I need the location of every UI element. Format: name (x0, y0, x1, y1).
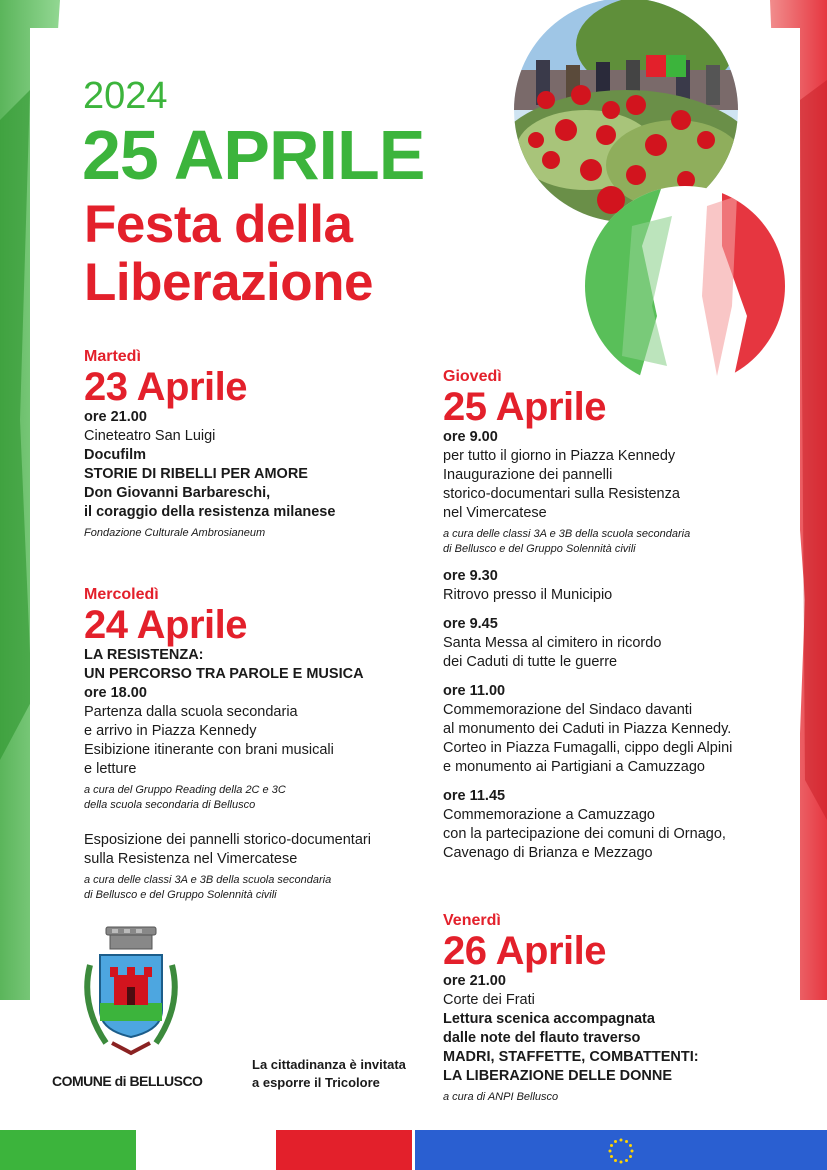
bar-green (0, 1130, 136, 1170)
event-time: ore 18.00 (84, 685, 147, 701)
event-desc: con la partecipazione dei comuni di Ornago, (443, 826, 726, 842)
event-credit: a cura di ANPI Bellusco (443, 1091, 559, 1103)
event-type: Docufilm (84, 447, 147, 463)
event-24-april (84, 586, 371, 903)
expo-credit: di Bellusco e del Gruppo Solennità civili (84, 889, 277, 901)
day-date: 23 Aprile (84, 365, 247, 409)
event-title: LA LIBERAZIONE DELLE DONNE (443, 1068, 673, 1084)
eu-stars-icon (606, 1136, 636, 1166)
event-desc: per tutto il giorno in Piazza Kennedy (443, 448, 676, 464)
event-venue: Cineteatro San Luigi (84, 428, 216, 444)
invite-line-1: La cittadinanza è invitata (252, 1057, 406, 1072)
event-26-april (443, 912, 699, 1105)
day-date: 26 Aprile (443, 929, 606, 973)
event-time: ore 9.45 (443, 616, 498, 632)
event-desc: Lettura scenica accompagnata (443, 1011, 655, 1027)
event-time: ore 9.30 (443, 568, 498, 584)
event-desc: storico-documentari sulla Resistenza (443, 486, 680, 502)
bar-red (276, 1130, 412, 1170)
event-time: ore 21.00 (84, 409, 147, 425)
date-title: 25 APRILE (82, 116, 425, 194)
subtitle-line-1: Festa della (84, 195, 353, 254)
event-desc: e monumento ai Partigiani a Camuzzago (443, 759, 705, 775)
event-credit: a cura delle classi 3A e 3B della scuola secondaria (443, 528, 691, 540)
event-venue: Corte dei Frati (443, 992, 535, 1008)
event-time: ore 11.00 (443, 683, 506, 699)
event-credit: a cura del Gruppo Reading della 2C e 3C (84, 784, 286, 796)
subtitle-line-2: Liberazione (84, 253, 374, 312)
event-time: ore 21.00 (443, 973, 506, 989)
event-desc: dalle note del flauto traverso (443, 1030, 641, 1046)
event-desc: il coraggio della resistenza milanese (84, 504, 336, 520)
event-23-april (84, 348, 335, 541)
event-desc: Commemorazione a Camuzzago (443, 807, 655, 823)
event-desc: e arrivo in Piazza Kennedy (84, 723, 257, 739)
event-25-april (443, 368, 732, 863)
comune-coat-of-arms-icon (76, 925, 186, 1065)
event-desc: al monumento dei Caduti in Piazza Kennedy. (443, 721, 732, 737)
event-desc: nel Vimercatese (443, 505, 547, 521)
expo-desc: Esposizione dei pannelli storico-documentari (84, 832, 371, 848)
year: 2024 (83, 75, 168, 117)
bar-white (136, 1130, 276, 1170)
event-title: LA RESISTENZA: (84, 647, 204, 663)
event-time: ore 11.45 (443, 788, 506, 804)
weekday: Venerdì (443, 912, 501, 929)
event-desc: Partenza dalla scuola secondaria (84, 704, 298, 720)
subtitle (84, 196, 373, 312)
event-title: STORIE DI RIBELLI PER AMORE (84, 466, 308, 482)
weekday: Martedì (84, 348, 141, 365)
weekday: Giovedì (443, 368, 502, 385)
comune-name: COMUNE di BELLUSCO (52, 1073, 203, 1089)
day-date: 24 Aprile (84, 603, 247, 647)
tricolore-circle-icon (582, 186, 792, 386)
expo-credit: a cura delle classi 3A e 3B della scuola secondaria (84, 874, 332, 886)
event-title: MADRI, STAFFETTE, COMBATTENTI: (443, 1049, 699, 1065)
event-credit: di Bellusco e del Gruppo Solennità civili (443, 543, 636, 555)
event-time: ore 9.00 (443, 429, 498, 445)
event-desc: Corteo in Piazza Fumagalli, cippo degli Alpini (443, 740, 733, 756)
event-desc: Inaugurazione dei pannelli (443, 467, 613, 483)
event-desc: dei Caduti di tutte le guerre (443, 654, 618, 670)
day-date: 25 Aprile (443, 385, 606, 429)
event-credit: della scuola secondaria di Bellusco (84, 799, 256, 811)
weekday: Mercoledì (84, 586, 159, 603)
invite-text (252, 1056, 406, 1092)
event-desc: Esibizione itinerante con brani musicali (84, 742, 334, 758)
event-credit: Fondazione Culturale Ambrosianeum (84, 527, 266, 539)
expo-desc: sulla Resistenza nel Vimercatese (84, 851, 298, 867)
event-desc: Ritrovo presso il Municipio (443, 587, 613, 603)
event-desc: Commemorazione del Sindaco davanti (443, 702, 693, 718)
event-desc: Cavenago di Brianza e Mezzago (443, 845, 653, 861)
event-desc: Don Giovanni Barbareschi, (84, 485, 271, 501)
event-desc: Santa Messa al cimitero in ricordo (443, 635, 662, 651)
event-desc: e letture (84, 761, 137, 777)
event-title: UN PERCORSO TRA PAROLE E MUSICA (84, 666, 364, 682)
invite-line-2: a esporre il Tricolore (252, 1075, 380, 1090)
